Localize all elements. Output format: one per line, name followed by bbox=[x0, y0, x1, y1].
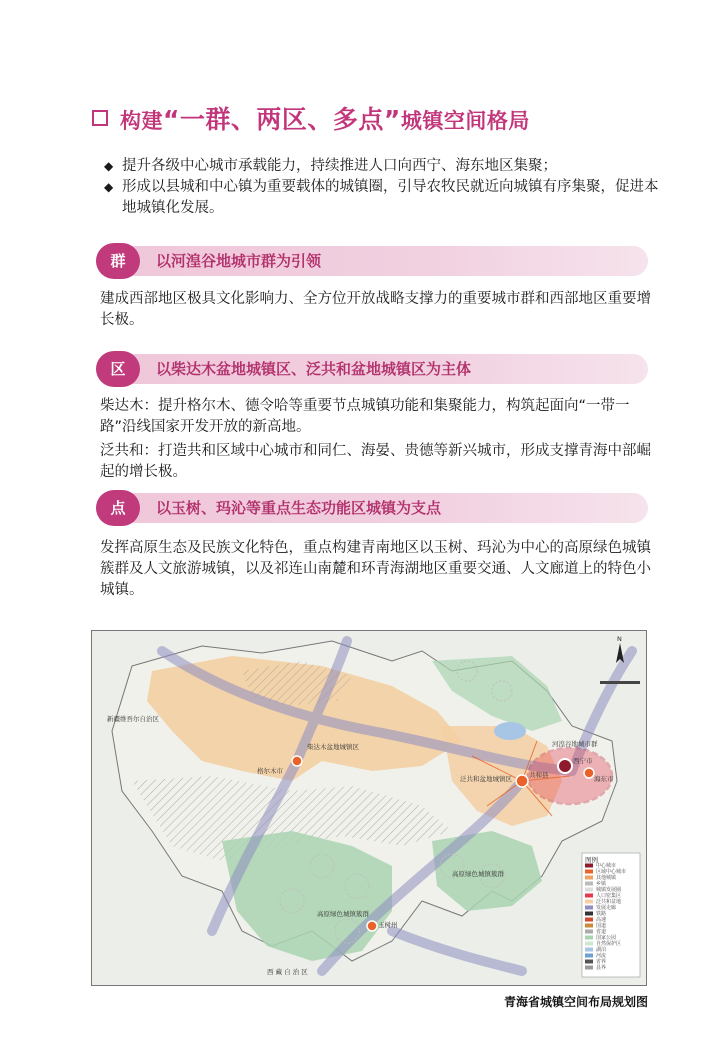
svg-text:N: N bbox=[617, 635, 622, 643]
bullet-item bbox=[104, 177, 664, 219]
section-badge: 群 bbox=[96, 243, 140, 279]
legend-item-label: 湖泊 bbox=[596, 947, 607, 953]
legend-swatch bbox=[585, 888, 593, 892]
section-paragraph: 泛共和：打造共和区域中心城市和同仁、海晏、贵德等新兴城市，形成支撑青海中部崛起的增长极。 bbox=[100, 443, 651, 480]
legend-swatch bbox=[585, 876, 593, 880]
section-badge: 区 bbox=[96, 351, 140, 387]
section-title: 以柴达木盆地城镇区、泛共和盆地城镇区为主体 bbox=[156, 360, 472, 378]
legend-swatch bbox=[585, 960, 593, 964]
xinjiang-label: 新疆维吾尔自治区 bbox=[107, 715, 159, 723]
legend-swatch bbox=[585, 948, 593, 952]
legend-item-label: 城镇发展圈 bbox=[596, 887, 622, 893]
qinghai-lake bbox=[494, 722, 526, 740]
section-header-regions bbox=[96, 354, 648, 384]
legend-item-label: 自然保护区 bbox=[596, 941, 622, 947]
yushu-cluster-label: 高原绿色城镇簇群 bbox=[317, 910, 369, 918]
section-paragraph: 发挥高原生态及民族文化特色，重点构建青南地区以玉树、玛沁为中心的高原绿色城镇簇群及人文旅游城镇，以及祁连山南麓和环青海湖地区重要交通、人文廊道上的特色小城镇。 bbox=[100, 540, 651, 598]
page-title bbox=[92, 100, 530, 136]
legend-item-label: 区域中心城市 bbox=[596, 869, 627, 875]
legend-title: 图例 bbox=[585, 856, 598, 864]
legend-item-label: 铁路 bbox=[596, 911, 607, 917]
section-title: 以玉树、玛沁等重点生态功能区城镇为支点 bbox=[156, 499, 442, 517]
legend-swatch bbox=[585, 936, 593, 940]
legend-item-label: 泛共和盆地 bbox=[596, 899, 622, 905]
legend-swatch bbox=[585, 942, 593, 946]
legend-swatch bbox=[585, 864, 593, 868]
legend-item-label: 其他城镇 bbox=[596, 875, 617, 881]
legend-swatch bbox=[585, 966, 593, 970]
legend-swatch bbox=[585, 894, 593, 898]
legend-swatch bbox=[585, 906, 593, 910]
golmud-label: 格尔木市 bbox=[257, 767, 283, 775]
diamond-bullet-icon: ◆ bbox=[104, 180, 114, 194]
xining-label: 西宁市 bbox=[573, 757, 593, 765]
diamond-bullet-icon: ◆ bbox=[104, 159, 114, 173]
xining-marker bbox=[558, 759, 572, 773]
bullet-item bbox=[104, 156, 664, 177]
legend-item-label: 人口密集区 bbox=[596, 893, 622, 899]
legend-item-label: 中心城市 bbox=[596, 863, 617, 869]
haidong-marker bbox=[584, 768, 594, 778]
hehuang-label: 河湟谷地城市群 bbox=[552, 740, 598, 748]
square-bullet-icon bbox=[92, 110, 108, 126]
yushu-marker bbox=[367, 921, 377, 931]
title-highlight: “一群、两区、多点” bbox=[163, 105, 401, 134]
map-legend bbox=[582, 853, 640, 977]
legend-item-label: 国道 bbox=[596, 923, 607, 929]
legend-item-label: 省界 bbox=[596, 959, 607, 965]
legend-swatch bbox=[585, 912, 593, 916]
bullet-text: 提升各级中心城市承载能力，持续推进人口向西宁、海东地区集聚； bbox=[122, 158, 557, 174]
gonghe-marker bbox=[516, 775, 528, 787]
legend-swatch bbox=[585, 954, 593, 958]
gonghe-label: 共和县 bbox=[529, 771, 549, 779]
section-header-points bbox=[96, 493, 648, 523]
title-prefix: 构建 bbox=[120, 109, 163, 133]
legend-item-label: 乡镇 bbox=[596, 881, 607, 887]
legend-swatch bbox=[585, 870, 593, 874]
haidong-label: 海东市 bbox=[594, 775, 614, 783]
legend-item-label: 高速 bbox=[596, 917, 607, 923]
legend-item-label: 省道 bbox=[596, 929, 607, 935]
section-paragraph: 柴达木：提升格尔木、德令哈等重要节点城镇功能和集聚能力，构筑起面向“一带一路”沿线国家开发开放的新高地。 bbox=[100, 398, 630, 435]
yushu-label: 玉树州 bbox=[378, 921, 398, 929]
legend-swatch bbox=[585, 918, 593, 922]
maqin-cluster-label: 高原绿色城镇簇群 bbox=[452, 870, 504, 878]
qaidam-label: 柴达木盆地城镇区 bbox=[307, 743, 359, 751]
section-header-cluster bbox=[96, 246, 648, 276]
golmud-marker bbox=[292, 756, 302, 766]
gonghe-region-label: 泛共和盆地城镇区 bbox=[460, 775, 512, 783]
section-badge: 点 bbox=[96, 490, 140, 526]
legend-item-label: 国家公园 bbox=[596, 935, 617, 941]
legend-swatch bbox=[585, 900, 593, 904]
legend-item-label: 发展走廊 bbox=[596, 905, 617, 911]
title-suffix: 城镇空间格局 bbox=[400, 109, 530, 133]
legend-swatch bbox=[585, 930, 593, 934]
legend-swatch bbox=[585, 882, 593, 886]
legend-swatch bbox=[585, 924, 593, 928]
legend-item-label: 河流 bbox=[596, 953, 607, 959]
section-title: 以河湟谷地城市群为引领 bbox=[156, 252, 322, 270]
legend-item-label: 县界 bbox=[596, 965, 607, 971]
tibet-label: 西 藏 自 治 区 bbox=[267, 968, 308, 976]
map-caption: 青海省城镇空间布局规划图 bbox=[503, 995, 648, 1009]
bullet-text: 形成以县城和中心镇为重要载体的城镇圈，引导农牧民就近向城镇有序集聚，促进本地城镇化发展。 bbox=[122, 179, 659, 216]
section-paragraph: 建成西部地区极具文化影响力、全方位开放战略支撑力的重要城市群和西部地区重要增长极。 bbox=[100, 291, 651, 328]
urban-layout-map bbox=[91, 630, 647, 986]
map-svg bbox=[92, 631, 646, 985]
intro-bullets bbox=[104, 156, 664, 219]
